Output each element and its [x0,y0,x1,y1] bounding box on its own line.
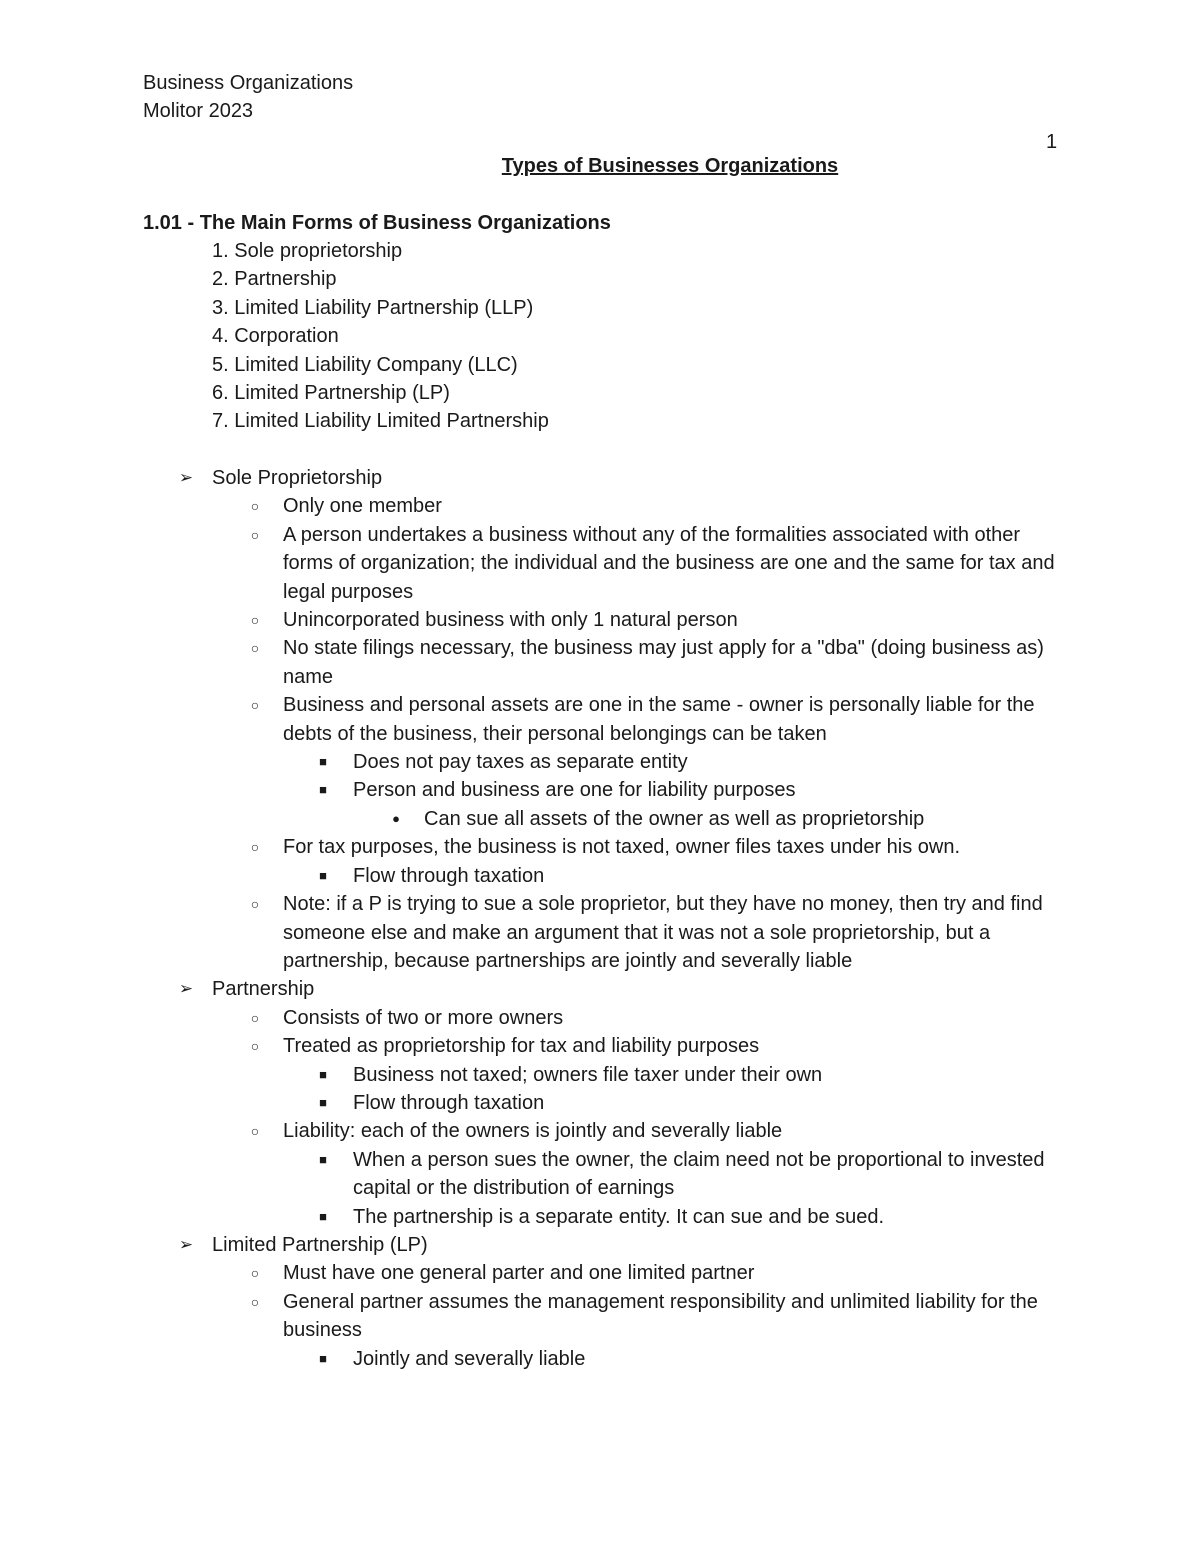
bullet-icon: ■ [319,1094,327,1110]
outline-item-level-2 [0,492,1200,520]
outline-item-level-2 [0,634,1200,691]
outline-item-level-2 [0,833,1200,861]
outline-item-level-2 [0,1259,1200,1287]
outline-item-text: The partnership is a separate entity. It can sue and be sued. [353,1205,885,1228]
bullet-icon: ● [392,810,400,826]
outline-item-level-1 [0,975,1200,1003]
bullet-icon: ○ [250,526,260,543]
list-item: 5. Limited Liability Company (LLC) [212,353,518,376]
bullet-icon: ○ [250,498,260,515]
outline-item-text: Can sue all assets of the owner as well as proprietorship [424,807,925,830]
outline-item-text: Business and personal assets are one in the same - owner is personally liable for the debts of the business, their personal belongings can be taken [283,694,1035,745]
outline-item-text: Business not taxed; owners file taxer under their own [353,1063,823,1086]
bullet-icon: ○ [250,612,260,629]
outline-item-level-2 [0,691,1200,748]
outline-item-level-2 [0,1032,1200,1060]
outline-item-level-3 [0,748,1200,776]
bullet-icon: ■ [319,782,327,798]
outline-item-text: Limited Partnership (LP) [212,1233,428,1256]
outline-item-text: Unincorporated business with only 1 natural person [283,609,738,632]
list-item: 7. Limited Liability Limited Partnership [212,410,549,433]
outline-item-level-2 [0,1288,1200,1345]
bullet-icon: ○ [250,1038,260,1055]
outline-item-level-2 [0,606,1200,634]
outline-item-level-4 [0,805,1200,833]
bullet-icon: ➢ [178,979,194,999]
outline-item-level-2 [0,521,1200,606]
bullet-icon: ■ [319,1066,327,1082]
outline-item-text: Liability: each of the owners is jointly and severally liable [283,1120,783,1143]
outline-item-text: Person and business are one for liability purposes [353,779,796,802]
outline-item-level-3 [0,1146,1200,1203]
outline-item-text: Must have one general parter and one limited partner [283,1262,755,1285]
bullet-icon: ○ [250,1009,260,1026]
outline-item-level-3 [0,1061,1200,1089]
bullet-icon: ○ [250,640,260,657]
bullet-icon: ○ [250,839,260,856]
outline-item-level-3 [0,1089,1200,1117]
outline-item-level-3 [0,776,1200,804]
bullet-icon: ■ [319,754,327,770]
outline-item-level-3 [0,1203,1200,1231]
bullet-icon: ■ [319,1350,327,1366]
page-title: Types of Businesses Organizations [501,155,839,177]
outline-item-text: Treated as proprietorship for tax and liability purposes [283,1035,760,1058]
course-author-year: Molitor 2023 [143,100,254,122]
list-item: 4. Corporation [212,325,339,348]
outline-item-level-3 [0,1345,1200,1373]
outline-item-level-3 [0,862,1200,890]
bullet-icon: ○ [250,697,260,714]
outline-item-text: Only one member [283,495,442,518]
outline-item-text: Does not pay taxes as separate entity [353,751,688,774]
bullet-icon: ○ [250,1265,260,1282]
list-item: 2. Partnership [212,268,337,291]
outline-item-text: Flow through taxation [353,864,545,887]
bullet-icon: ➢ [178,1234,194,1254]
outline-item-text: For tax purposes, the business is not taxed, owner files taxes under his own. [283,836,961,859]
course-title: Business Organizations [143,72,354,94]
outline-item-level-1 [0,1231,1200,1259]
outline-item-text: General partner assumes the management responsibility and unlimited liability for the business [283,1290,1038,1342]
document-header [143,69,353,125]
outline-item-text: No state filings necessary, the business may just apply for a "dba" (doing business as) name [283,637,1044,688]
page-number: 1 [1046,131,1058,153]
outline-item-text: Partnership [212,978,315,1001]
bullet-icon: ■ [319,1208,327,1224]
outline-item-text: A person undertakes a business without any of the formalities associated with other forms of organization; the individual and the business are one and the same for tax and legal purposes [283,523,1055,603]
outline-item-text: Jointly and severally liable [353,1347,586,1370]
bullet-icon: ➢ [178,468,194,487]
main-forms-list [212,237,549,436]
outline-item-text: Note: if a P is trying to sue a sole proprietor, but they have no money, then try and find someone else and make an argument that it was not a sole proprietorship, but a partnership, because partnerships are jointly and severally liable [283,893,1043,972]
outline-item-text: When a person sues the owner, the claim need not be proportional to invested capital or the distribution of earnings [353,1148,1045,1200]
outline-notes [0,464,1200,1373]
list-item: 1. Sole proprietorship [212,240,403,262]
outline-item-text: Flow through taxation [353,1091,545,1114]
section-heading: 1.01 - The Main Forms of Business Organizations [143,212,611,234]
bullet-icon: ○ [250,1123,260,1140]
bullet-icon: ■ [319,1151,327,1167]
outline-item-level-2 [0,890,1200,975]
outline-item-text: Sole Proprietorship [212,467,383,489]
outline-item-level-2 [0,1117,1200,1145]
bullet-icon: ○ [250,1293,260,1310]
outline-item-level-1 [0,464,1200,492]
bullet-icon: ■ [319,867,327,883]
bullet-icon: ○ [250,896,260,913]
outline-item-text: Consists of two or more owners [283,1006,564,1029]
list-item: 3. Limited Liability Partnership (LLP) [212,296,534,319]
list-item: 6. Limited Partnership (LP) [212,382,450,405]
outline-item-level-2 [0,1004,1200,1032]
